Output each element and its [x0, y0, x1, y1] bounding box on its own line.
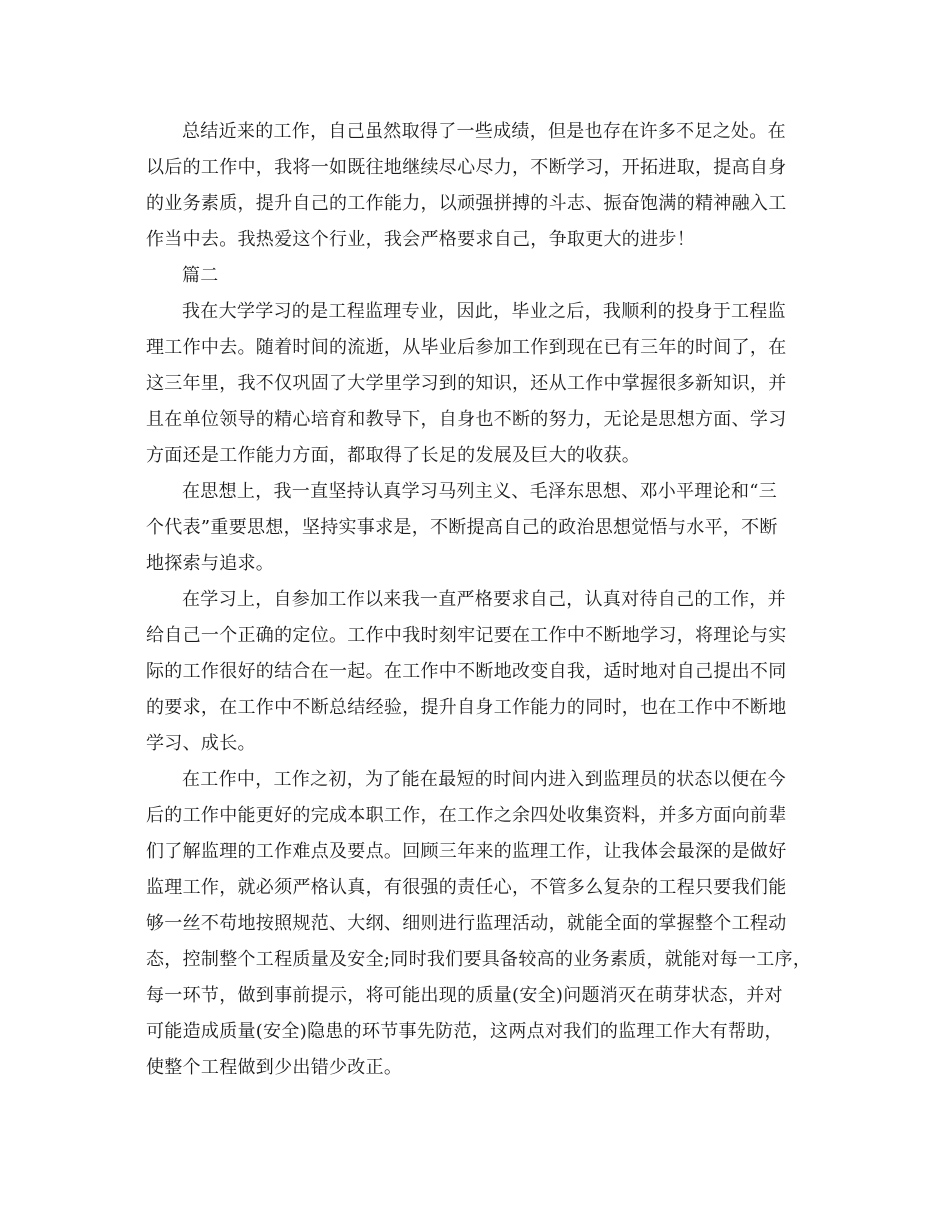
- text-line: 这三年里，我不仅巩固了大学里学习到的知识，还从工作中掌握很多新知识，并: [146, 373, 787, 394]
- text-line: 地探索与追求。: [146, 553, 275, 574]
- text-line: 学习、成长。: [146, 733, 256, 754]
- text-line: 个代表”重要思想，坚持实事求是，不断提高自己的政治思想觉悟与水平，不断: [146, 517, 778, 538]
- text-line: 总结近来的工作，自己虽然取得了一些成绩，但是也存在许多不足之处。在: [182, 121, 786, 142]
- text-line: 监理工作，就必须严格认真，有很强的责任心，不管多么复杂的工程只要我们能: [146, 877, 787, 898]
- text-line: 方面还是工作能力方面，都取得了长足的发展及巨大的收获。: [146, 445, 641, 466]
- text-line: 的要求，在工作中不断总结经验，提升自身工作能力的同时，也在工作中不断地: [146, 697, 787, 718]
- text-line: 理工作中去。随着时间的流逝，从毕业后参加工作到现在已有三年的时间了，在: [146, 337, 787, 358]
- text-line: 作当中去。我热爱这个行业，我会严格要求自己，争取更大的进步！: [146, 229, 695, 250]
- text-line: 际的工作很好的结合在一起。在工作中不断地改变自我，适时地对自己提出不同: [146, 661, 787, 682]
- text-line: 可能造成质量(安全)隐患的环节事先防范，这两点对我们的监理工作大有帮助，: [146, 1021, 783, 1042]
- text-line: 态，控制整个工程质量及安全;同时我们要具备较高的业务素质，就能对每一工序，: [146, 949, 812, 970]
- text-line: 每一环节，做到事前提示，将可能出现的质量(安全)问题消灭在萌芽状态，并对: [146, 985, 783, 1006]
- text-line: 们了解监理的工作难点及要点。回顾三年来的监理工作，让我体会最深的是做好: [146, 841, 787, 862]
- text-line: 的业务素质，提升自己的工作能力，以顽强拼搏的斗志、振奋饱满的精神融入工: [146, 193, 787, 214]
- text-line: 在学习上，自参加工作以来我一直严格要求自己，认真对待自己的工作，并: [182, 589, 786, 610]
- text-line: 后的工作中能更好的完成本职工作，在工作之余四处收集资料，并多方面向前辈: [146, 805, 787, 826]
- text-line: 给自己一个正确的定位。工作中我时刻牢记要在工作中不断地学习，将理论与实: [146, 625, 787, 646]
- text-line: 使整个工程做到少出错少改正。: [146, 1057, 403, 1078]
- section-heading: 篇二: [182, 265, 219, 286]
- text-line: 我在大学学习的是工程监理专业，因此，毕业之后，我顺利的投身于工程监: [182, 301, 786, 322]
- text-line: 以后的工作中，我将一如既往地继续尽心尽力，不断学习，开拓进取，提高自身: [146, 157, 787, 178]
- text-line: 在思想上，我一直坚持认真学习马列主义、毛泽东思想、邓小平理论和“三: [182, 481, 778, 502]
- text-line: 在工作中，工作之初，为了能在最短的时间内进入到监理员的状态以便在今: [182, 769, 786, 790]
- text-line: 够一丝不苟地按照规范、大纲、细则进行监理活动，就能全面的掌握整个工程动: [146, 913, 787, 934]
- text-line: 且在单位领导的精心培育和教导下，自身也不断的努力，无论是思想方面、学习: [146, 409, 787, 430]
